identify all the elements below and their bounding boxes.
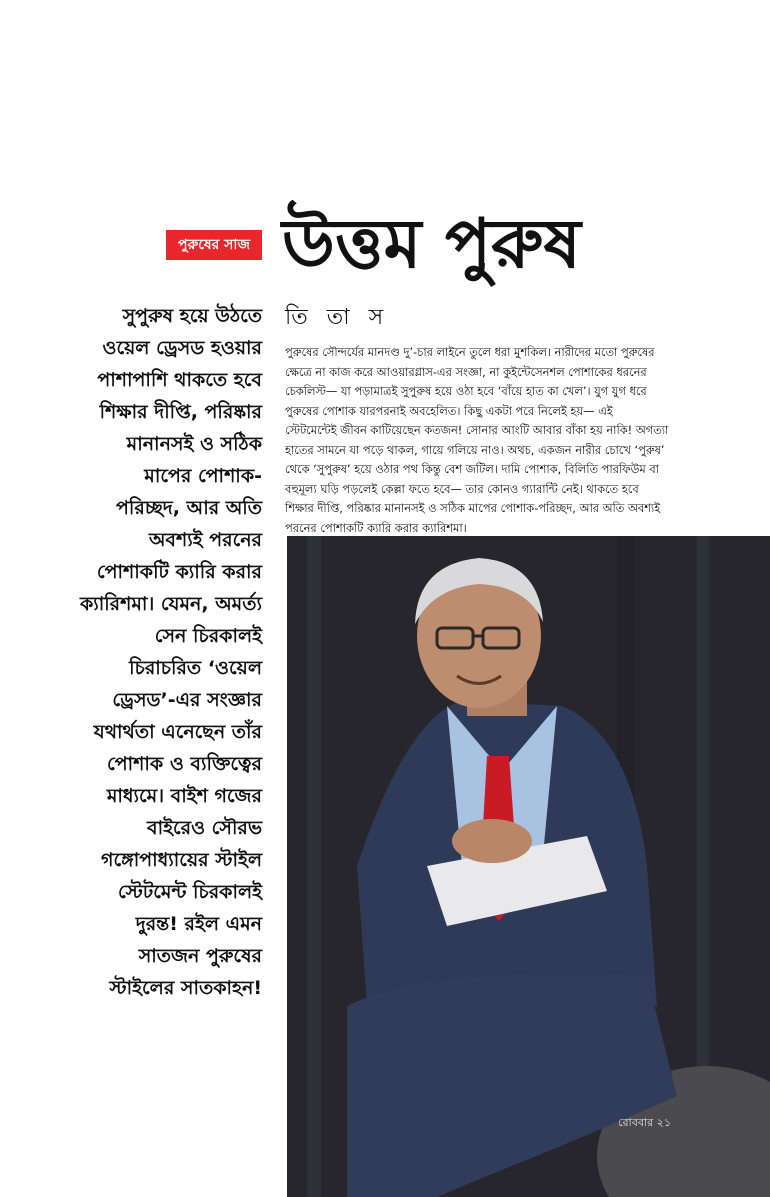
headline: উত্তম পুরুষ xyxy=(282,205,581,284)
page-number: রোববার ২১ xyxy=(618,1116,671,1129)
byline: তি তা স xyxy=(285,305,390,330)
article-body: পুরুষের সৌন্দর্যের মানদণ্ড দু’-চার লাইনে তুলে ধরা মুশকিল। নারীদের মতো পুরুষের ক্ষেত্রে না কাজ করে আওয়ারগ্লাস-এর সংজ্ঞা, না কুইন্টেসেনশল পোশাকের ধরনের চেকলিস্ট— যা পড়ামাত্রই সুপুরুষ হয়ে ওঠা হবে ‘বাঁয়ে হাত কা খেল’। যুগ যুগ ধরে পুরুষের পোশাক যারপরনাই অবহেলিত। কিছু একটা পরে নিলেই হয়— এই স্টেটমেন্টেই জীবন কাটিয়েছেন কতজন! সোনার আংটি আবার বাঁকা হয় নাকি! অগত্যা হাতের সামনে যা পড়ে থাকল, গায়ে গলিয়ে নাও। অথচ, একজন নারীর চোখে ‘পুরুষ’ থেকে ‘সুপুরুষ’ হয়ে ওঠার পথ কিন্তু বেশ জটিল। দামি পোশাক, বিলিতি পারফিউম বা বহুমূল্য ঘড়ি পড়লেই কেল্লা ফতে হবে— তার কোনও গ্যারান্টি নেই। থাকতে হবে শিক্ষার দীপ্তি, পরিষ্কার মানানসই ও সঠিক মাপের পোশাক-পরিচ্ছদ, আর অতি অবশ্যই পরনের পোশাকটি ক্যারি করার ক্যারিশমা। xyxy=(285,345,669,535)
photo-illustration xyxy=(287,536,770,1197)
section-tag: পুরুষের সাজ xyxy=(166,230,262,260)
feature-photo xyxy=(287,536,770,1197)
pull-quote: সুপুরুষ হয়ে উঠতে ওয়েল ড্রেসড হওয়ার পাশাপাশি থাকতে হবে শিক্ষার দীপ্তি, পরিষ্কার মানানসই ও সঠিক মাপের পোশাক- পরিচ্ছদ, আর অতি অবশ্যই পরনের পোশাকটি ক্যারি করার ক্যারিশমা। যেমন, অমর্ত্য সেন চিরকালই চিরাচরিত ‘ওয়েল ড্রেসড’-এর সংজ্ঞার যথার্থতা এনেছেন তাঁর পোশাক ও ব্যক্তিত্বের মাধ্যমে। বাইশ গজের বাইরেও সৌরভ গঙ্গোপাধ্যায়ের স্টাইল স্টেটমেন্ট চিরকালই দুরন্ত! রইল এমন সাতজন পুরুষের স্টাইলের সাতকাহন! xyxy=(79,305,262,999)
